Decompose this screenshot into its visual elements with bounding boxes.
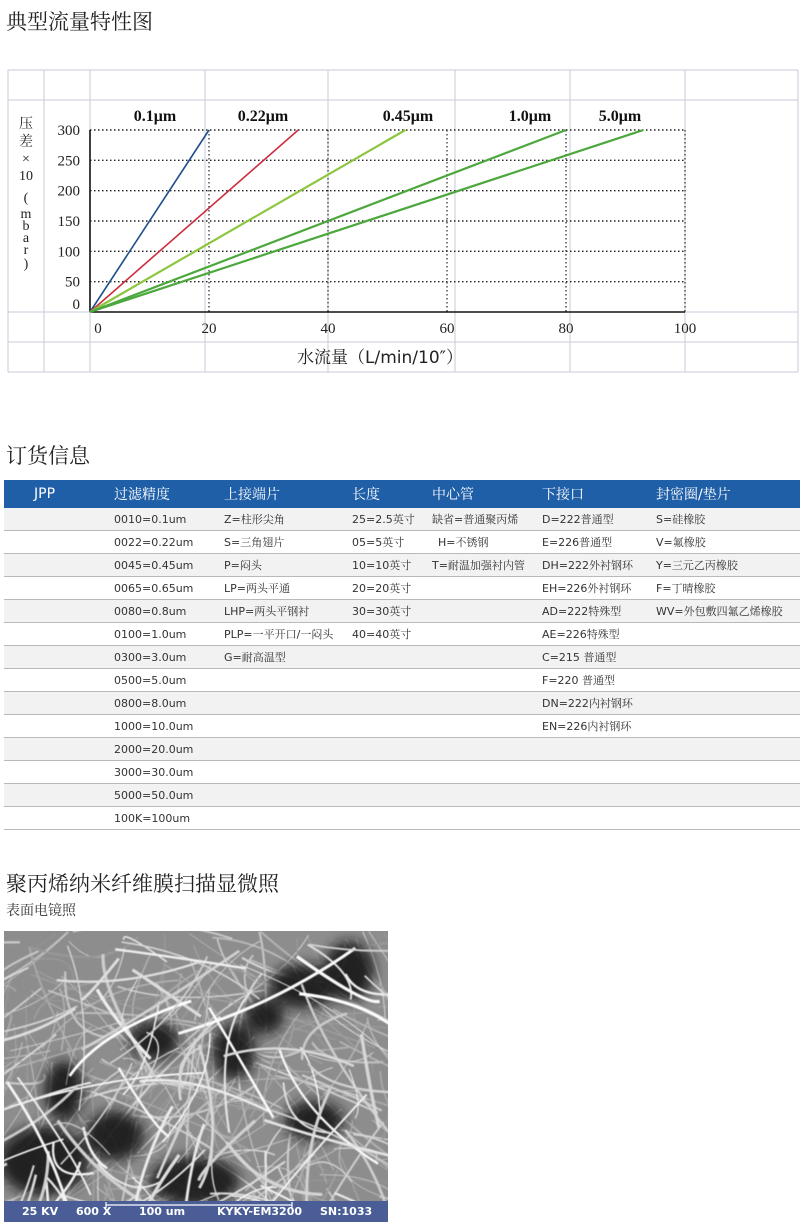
table-row	[4, 807, 800, 830]
y-tick-label: 300	[57, 123, 80, 139]
table-cell: PLP=一平开口/一闷头	[224, 628, 334, 641]
flow-chart-svg	[0, 60, 800, 380]
table-cell: E=226普通型	[542, 536, 613, 549]
y-tick-label: 200	[57, 183, 80, 200]
table-cell: 20=20英寸	[352, 582, 412, 595]
order-table-body	[4, 508, 800, 830]
table-header-cell: 封密圈/垫片	[656, 487, 731, 503]
table-row	[4, 669, 800, 692]
y-tick-label: 50	[65, 274, 80, 291]
table-row	[4, 554, 800, 577]
table-cell: 0500=5.0um	[114, 673, 187, 687]
table-cell: F=丁晴橡胶	[656, 582, 716, 595]
table-header-cell: 过滤精度	[114, 487, 170, 503]
table-cell: 100K=100um	[114, 811, 191, 825]
y-label-char: ×	[22, 152, 30, 167]
table-cell: 0065=0.65um	[114, 581, 194, 595]
x-tick-label: 40	[320, 321, 336, 337]
table-header-cell: 上接端片	[224, 487, 280, 503]
table-cell: WV=外包敷四氟乙烯橡胶	[656, 605, 783, 618]
chart-gridlines	[90, 130, 685, 312]
y-tick-label: 0	[72, 297, 80, 313]
table-cell: 25=2.5英寸	[352, 513, 415, 526]
y-tick-label: 150	[57, 214, 80, 230]
sem-instrument: KYKY-EM3200	[217, 1205, 303, 1218]
table-row	[4, 623, 800, 646]
table-cell: 0100=1.0um	[114, 627, 187, 641]
order-table-header	[4, 480, 800, 508]
x-tick-label: 60	[439, 321, 455, 337]
table-cell: S=三角翅片	[224, 536, 285, 549]
sem-micrograph	[4, 931, 388, 1222]
table-cell: LHP=两头平钢衬	[224, 605, 310, 618]
table-header-cell: JPP	[34, 486, 56, 502]
y-label-char: )	[23, 257, 29, 272]
table-header-cell: 下接口	[542, 487, 584, 503]
table-row	[4, 508, 800, 531]
table-cell: G=耐高温型	[224, 651, 286, 664]
y-label-char: r	[23, 243, 29, 258]
table-row	[4, 738, 800, 761]
table-cell: LP=两头平通	[224, 582, 290, 595]
y-tick-label: 250	[57, 153, 80, 170]
sem-subtitle: 表面电镜照	[6, 903, 76, 919]
table-cell: 0800=8.0um	[114, 696, 187, 710]
y-label-char: m	[20, 207, 32, 222]
table-cell: 3000=30.0um	[114, 765, 194, 779]
y-axis-label	[19, 116, 33, 272]
y-label-char: b	[22, 219, 30, 234]
series-label: 0.45μm	[382, 108, 434, 125]
order-section-title: 订货信息	[6, 444, 90, 468]
table-cell: 40=40英寸	[352, 628, 412, 641]
series-line-5.0μm	[90, 130, 643, 312]
table-row	[4, 784, 800, 807]
table-header-cell: 中心管	[432, 487, 474, 503]
table-row	[4, 531, 800, 554]
y-label-char: a	[22, 231, 30, 246]
series-label: 0.22μm	[237, 108, 289, 125]
y-tick-label: 100	[57, 244, 80, 261]
table-cell: EH=226外衬钢环	[542, 582, 632, 595]
series-label: 1.0μm	[508, 108, 552, 125]
sem-scale: 100 um	[139, 1205, 186, 1218]
sem-section-title: 聚丙烯纳米纤维膜扫描显微照	[6, 872, 279, 896]
table-cell: H=不锈钢	[438, 536, 489, 549]
y-label-char: 压	[19, 117, 33, 132]
table-cell: 30=30英寸	[352, 605, 412, 618]
table-cell: 10=10英寸	[352, 559, 412, 572]
order-table	[4, 480, 800, 830]
table-cell: T=耐温加强衬内管	[432, 559, 525, 572]
table-cell: 0300=3.0um	[114, 650, 187, 664]
table-row	[4, 646, 800, 669]
flow-section-title: 典型流量特性图	[6, 10, 153, 34]
table-cell: 1000=10.0um	[114, 719, 194, 733]
table-header-cell: 长度	[352, 487, 380, 503]
y-label-char: 10	[19, 169, 33, 184]
table-cell: F=220 普通型	[542, 674, 616, 687]
x-tick-label: 20	[201, 321, 217, 337]
series-label: 0.1μm	[133, 108, 177, 125]
table-cell: 0080=0.8um	[114, 604, 187, 618]
sem-serial: SN:1033	[320, 1205, 373, 1218]
table-row	[4, 600, 800, 623]
x-tick-label: 0	[94, 321, 102, 337]
table-cell: AD=222特殊型	[542, 605, 622, 618]
table-cell: V=氟橡胶	[656, 536, 706, 549]
table-cell: 缺省=普通聚丙烯	[432, 513, 519, 526]
y-label-char: (	[23, 191, 29, 206]
sem-info-bar	[4, 1201, 388, 1222]
table-cell: 0010=0.1um	[114, 512, 187, 526]
table-cell: 0022=0.22um	[114, 535, 194, 549]
table-cell: S=硅橡胶	[656, 513, 706, 526]
table-cell: 2000=20.0um	[114, 742, 194, 756]
table-cell: EN=226内衬钢环	[542, 720, 632, 733]
sem-voltage: 25 KV	[22, 1205, 59, 1218]
table-row	[4, 715, 800, 738]
x-axis-label: 水流量（L/min/10″）	[297, 348, 463, 368]
table-cell: DN=222内衬钢环	[542, 697, 633, 710]
table-cell: AE=226特殊型	[542, 628, 620, 641]
flow-chart	[0, 60, 800, 380]
table-row	[4, 761, 800, 784]
series-label: 5.0μm	[598, 108, 642, 125]
table-cell: Y=三元乙丙橡胶	[656, 559, 738, 572]
table-cell: 5000=50.0um	[114, 788, 194, 802]
table-cell: C=215 普通型	[542, 651, 617, 664]
table-row	[4, 577, 800, 600]
table-cell: P=闷头	[224, 559, 262, 572]
y-label-char: 差	[19, 135, 33, 150]
table-cell: DH=222外衬钢环	[542, 559, 633, 572]
table-cell: 05=5英寸	[352, 536, 405, 549]
sem-magnification: 600 X	[76, 1205, 112, 1218]
x-tick-label: 80	[558, 321, 574, 337]
table-row	[4, 692, 800, 715]
x-tick-label: 100	[673, 321, 697, 337]
table-cell: D=222普通型	[542, 513, 614, 526]
table-cell: Z=柱形尖角	[224, 513, 285, 526]
table-cell: 0045=0.45um	[114, 558, 194, 572]
sem-fiber-image	[4, 931, 388, 1201]
